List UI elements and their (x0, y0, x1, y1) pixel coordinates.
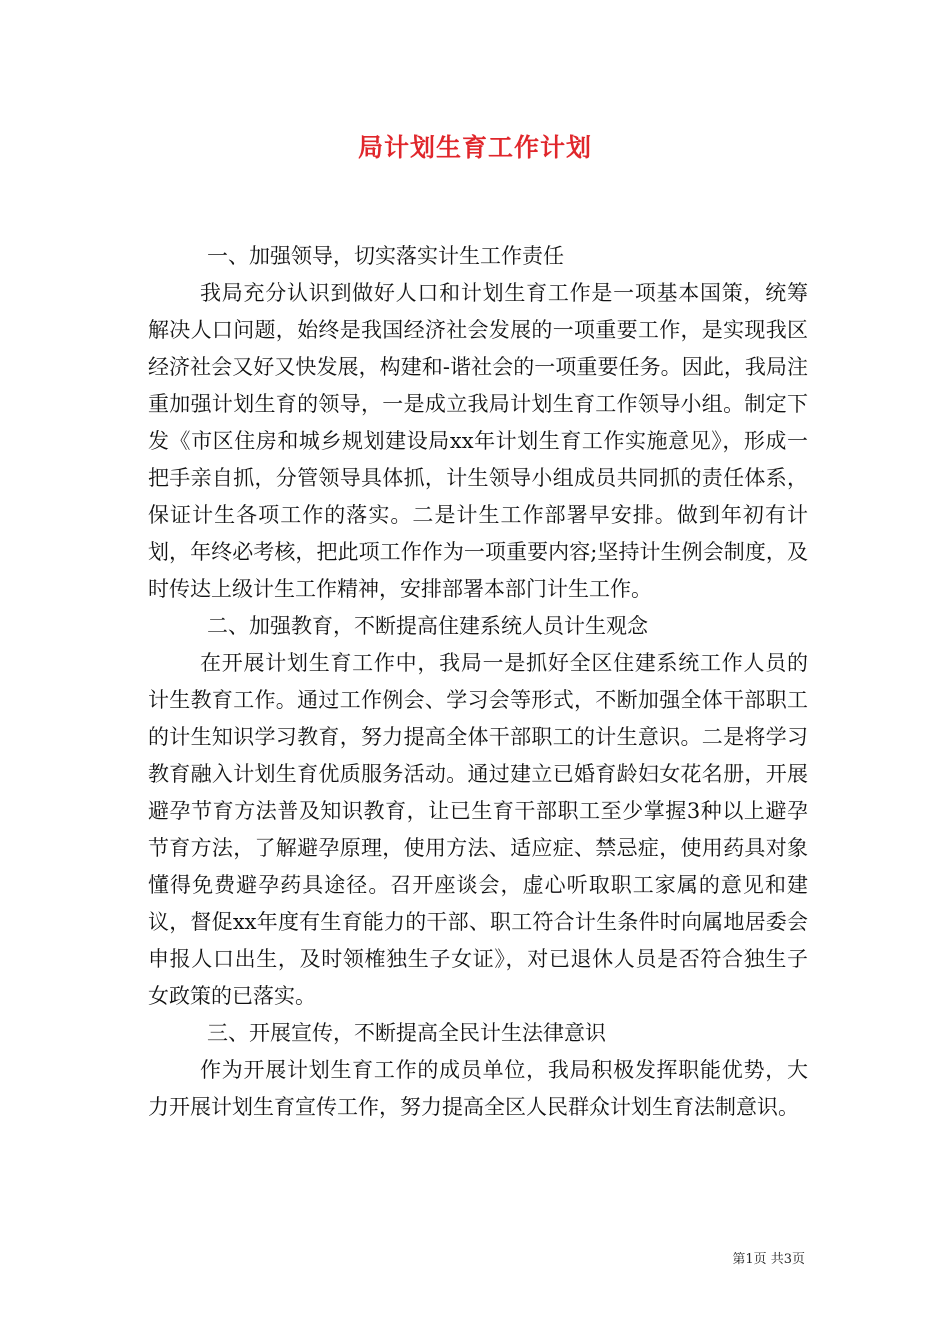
section-paragraph-2: 在开展计划生育工作中，我局一是抓好全区住建系统工作人员的计生教育工作。通过工作例会、学习会等形式，不断加强全体干部职工的计生知识学习教育，努力提高全体干部职工的计生意识。二是将学习教育融入计划生育优质服务活动。通过建立已婚育龄妇女花名册，开展避孕节育方法普及知识教育，让已生育干部职工至少掌握3种以上避孕节育方法，了解避孕原理，使用方法、适应症、禁忌症，使用药具对象懂得免费避孕药具途径。召开座谈会，虚心听取职工家属的意见和建议，督促xx年度有生育能力的干部、职工符合计生条件时向属地居委会申报人口出生，及时领榷独生子女证》，对已退休人员是否符合独生子女政策的已落实。 (148, 651, 808, 1008)
page-number-footer: 第1页 共3页 (732, 1252, 805, 1267)
document-title: 局计划生育工作计划 (357, 133, 592, 162)
section-paragraph-3: 作为开展计划生育工作的成员单位，我局积极发挥职能优势，大力开展计划生育宣传工作，努力提高全区人民群众计划生育法制意识。 (148, 1058, 808, 1119)
section-heading-1: 一、加强领导，切实落实计生工作责任 (207, 244, 564, 268)
section-heading-2: 二、加强教育，不断提高住建系统人员计生观念 (207, 614, 648, 638)
document-body (148, 238, 808, 1126)
section-heading-3: 三、开展宣传，不断提高全民计生法律意识 (207, 1021, 606, 1045)
section-paragraph-1: 我局充分认识到做好人口和计划生育工作是一项基本国策，统筹解决人口问题，始终是我国经济社会发展的一项重要工作，是实现我区经济社会又好又快发展，构建和-谐社会的一项重要任务。因此，我局注重加强计划生育的领导，一是成立我局计划生育工作领导小组。制定下发《市区住房和城乡规划建设局xx年计划生育工作实施意见》，形成一把手亲自抓，分管领导具体抓，计生领导小组成员共同抓的责任体系，保证计生各项工作的落实。二是计生工作部署早安排。做到年初有计划，年终必考核，把此项工作作为一项重要内容;坚持计生例会制度，及时传达上级计生工作精神，安排部署本部门计生工作。 (148, 281, 808, 601)
